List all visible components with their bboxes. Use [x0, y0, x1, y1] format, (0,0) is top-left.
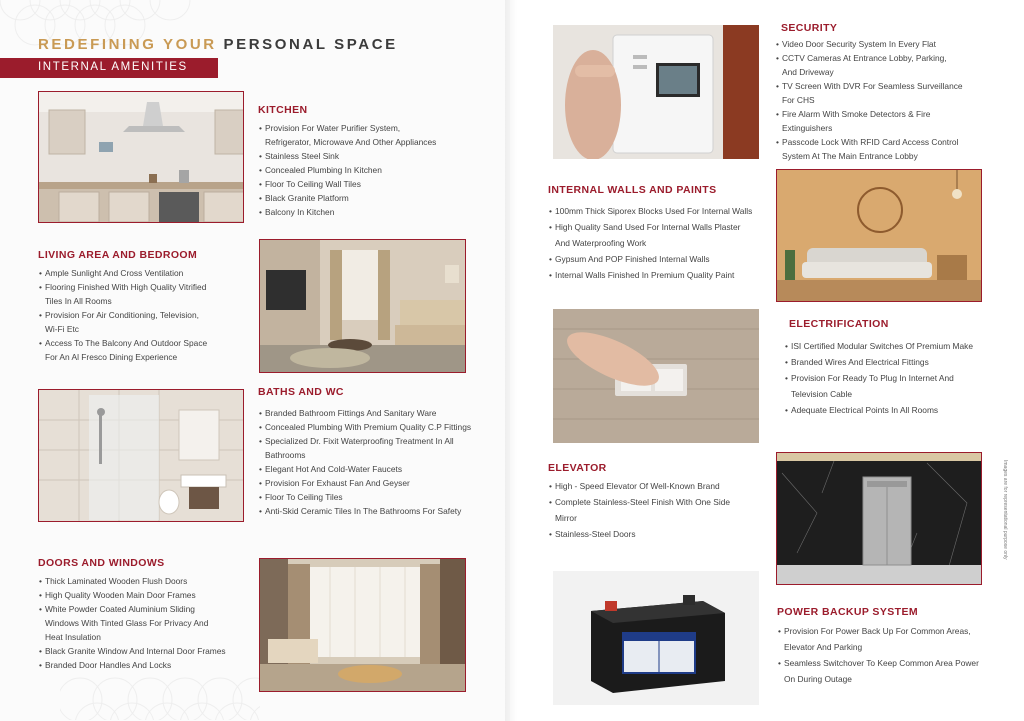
electrification-title: ELECTRIFICATION: [789, 318, 889, 330]
doors-windows-photo: [259, 558, 466, 692]
list-item: • Black Granite Platform: [259, 191, 436, 205]
list-item: • Floor To Ceiling Tiles: [259, 490, 471, 504]
list-item: • Gypsum And POP Finished Internal Walls: [549, 251, 752, 267]
list-item: • 100mm Thick Siporex Blocks Used For Internal Walls: [549, 203, 752, 219]
list-item: • Provision For Power Back Up For Common Areas,: [778, 623, 979, 639]
doors-list: [39, 574, 226, 672]
list-item: • Concealed Plumbing In Kitchen: [259, 163, 436, 177]
list-item: Windows With Tinted Glass For Privacy And: [45, 618, 209, 628]
list-item: Elevator And Parking: [784, 642, 863, 652]
list-item: • Specialized Dr. Fixit Waterproofing Treatment In All: [259, 434, 471, 448]
list-item: • Floor To Ceiling Wall Tiles: [259, 177, 436, 191]
list-item: • Concealed Plumbing With Premium Quality C.P Fittings: [259, 420, 471, 434]
list-item: • Stainless Steel Sink: [259, 149, 436, 163]
list-item: • Branded Wires And Electrical Fittings: [785, 354, 973, 370]
list-item: • High Quality Sand Used For Internal Walls Plaster: [549, 219, 752, 235]
disclaimer-note: Images are for representational purpose only: [1002, 460, 1008, 560]
power-backup-title: POWER BACKUP SYSTEM: [777, 606, 919, 618]
list-item: On During Outage: [784, 674, 852, 684]
banner-label: INTERNAL AMENITIES: [38, 61, 188, 73]
list-item: • Internal Walls Finished In Premium Quality Paint: [549, 267, 752, 283]
list-item: • Provision For Exhaust Fan And Geyser: [259, 476, 471, 490]
elevator-photo: [776, 452, 982, 585]
list-item: • High Quality Wooden Main Door Frames: [39, 588, 226, 602]
list-item: System At The Main Entrance Lobby: [782, 151, 918, 161]
list-item: • Provision For Water Purifier System,: [259, 121, 436, 135]
security-title: SECURITY: [781, 22, 838, 34]
list-item: • Branded Bathroom Fittings And Sanitary Ware: [259, 406, 471, 420]
list-item: • Flooring Finished With High Quality Vitrified: [39, 280, 207, 294]
list-item: • Stainless-Steel Doors: [549, 526, 730, 542]
list-item: • Thick Laminated Wooden Flush Doors: [39, 574, 226, 588]
section-banner: [0, 58, 218, 78]
list-item: • Branded Door Handles And Locks: [39, 658, 226, 672]
list-item: • TV Screen With DVR For Seamless Surveillance: [776, 79, 963, 93]
switch-photo: [553, 309, 759, 443]
list-item: Bathrooms: [265, 450, 306, 460]
list-item: • Elegant Hot And Cold-Water Faucets: [259, 462, 471, 476]
list-item: For An Al Fresco Dining Experience: [45, 352, 178, 362]
list-item: • Passcode Lock With RFID Card Access Control: [776, 135, 963, 149]
page-spine: [505, 0, 517, 721]
list-item: • Seamless Switchover To Keep Common Area Power: [778, 655, 979, 671]
kitchen-title: KITCHEN: [258, 104, 308, 116]
bathroom-photo: [38, 389, 244, 522]
walls-photo: [776, 169, 982, 302]
list-item: • Video Door Security System In Every Flat: [776, 37, 963, 51]
title-highlight: REDEFINING YOUR: [38, 36, 217, 53]
list-item: • Balcony In Kitchen: [259, 205, 436, 219]
list-item: Refrigerator, Microwave And Other Appliances: [265, 137, 437, 147]
battery-photo: [553, 571, 759, 705]
list-item: • Complete Stainless-Steel Finish With One Side: [549, 494, 730, 510]
list-item: For CHS: [782, 95, 815, 105]
list-item: Television Cable: [791, 389, 852, 399]
living-photo: [259, 239, 466, 373]
walls-list: [549, 203, 752, 283]
baths-list: [259, 406, 471, 518]
list-item: • Access To The Balcony And Outdoor Space: [39, 336, 207, 350]
walls-title: INTERNAL WALLS AND PAINTS: [548, 184, 717, 196]
list-item: • Provision For Ready To Plug In Internet And: [785, 370, 973, 386]
list-item: Wi-Fi Etc: [45, 324, 79, 334]
kitchen-photo: [38, 91, 244, 223]
living-list: [39, 266, 207, 364]
page-title: [38, 36, 398, 53]
list-item: • ISI Certified Modular Switches Of Premium Make: [785, 338, 973, 354]
baths-title: BATHS AND WC: [258, 386, 344, 398]
list-item: • Adequate Electrical Points In All Rooms: [785, 402, 973, 418]
elevator-list: [549, 478, 730, 542]
kitchen-list: [259, 121, 436, 219]
list-item: • Provision For Air Conditioning, Television,: [39, 308, 207, 322]
list-item: • White Powder Coated Aluminium Sliding: [39, 602, 226, 616]
list-item: • Anti-Skid Ceramic Tiles In The Bathrooms For Safety: [259, 504, 471, 518]
list-item: And Driveway: [782, 67, 834, 77]
doors-title: DOORS AND WINDOWS: [38, 557, 165, 569]
electrification-list: [785, 338, 973, 418]
elevator-title: ELEVATOR: [548, 462, 607, 474]
list-item: • Black Granite Window And Internal Door Frames: [39, 644, 226, 658]
power-backup-list: [778, 623, 979, 687]
list-item: Extinguishers: [782, 123, 833, 133]
security-photo: [553, 25, 759, 159]
list-item: And Waterproofing Work: [555, 238, 647, 248]
list-item: Mirror: [555, 513, 577, 523]
list-item: • Ample Sunlight And Cross Ventilation: [39, 266, 207, 280]
list-item: • CCTV Cameras At Entrance Lobby, Parking,: [776, 51, 963, 65]
list-item: Heat Insulation: [45, 632, 101, 642]
list-item: • High - Speed Elevator Of Well-Known Brand: [549, 478, 730, 494]
list-item: Tiles In All Rooms: [45, 296, 112, 306]
title-rest: PERSONAL SPACE: [223, 36, 398, 53]
living-title: LIVING AREA AND BEDROOM: [38, 249, 198, 261]
security-list: [776, 37, 963, 163]
list-item: • Fire Alarm With Smoke Detectors & Fire: [776, 107, 963, 121]
